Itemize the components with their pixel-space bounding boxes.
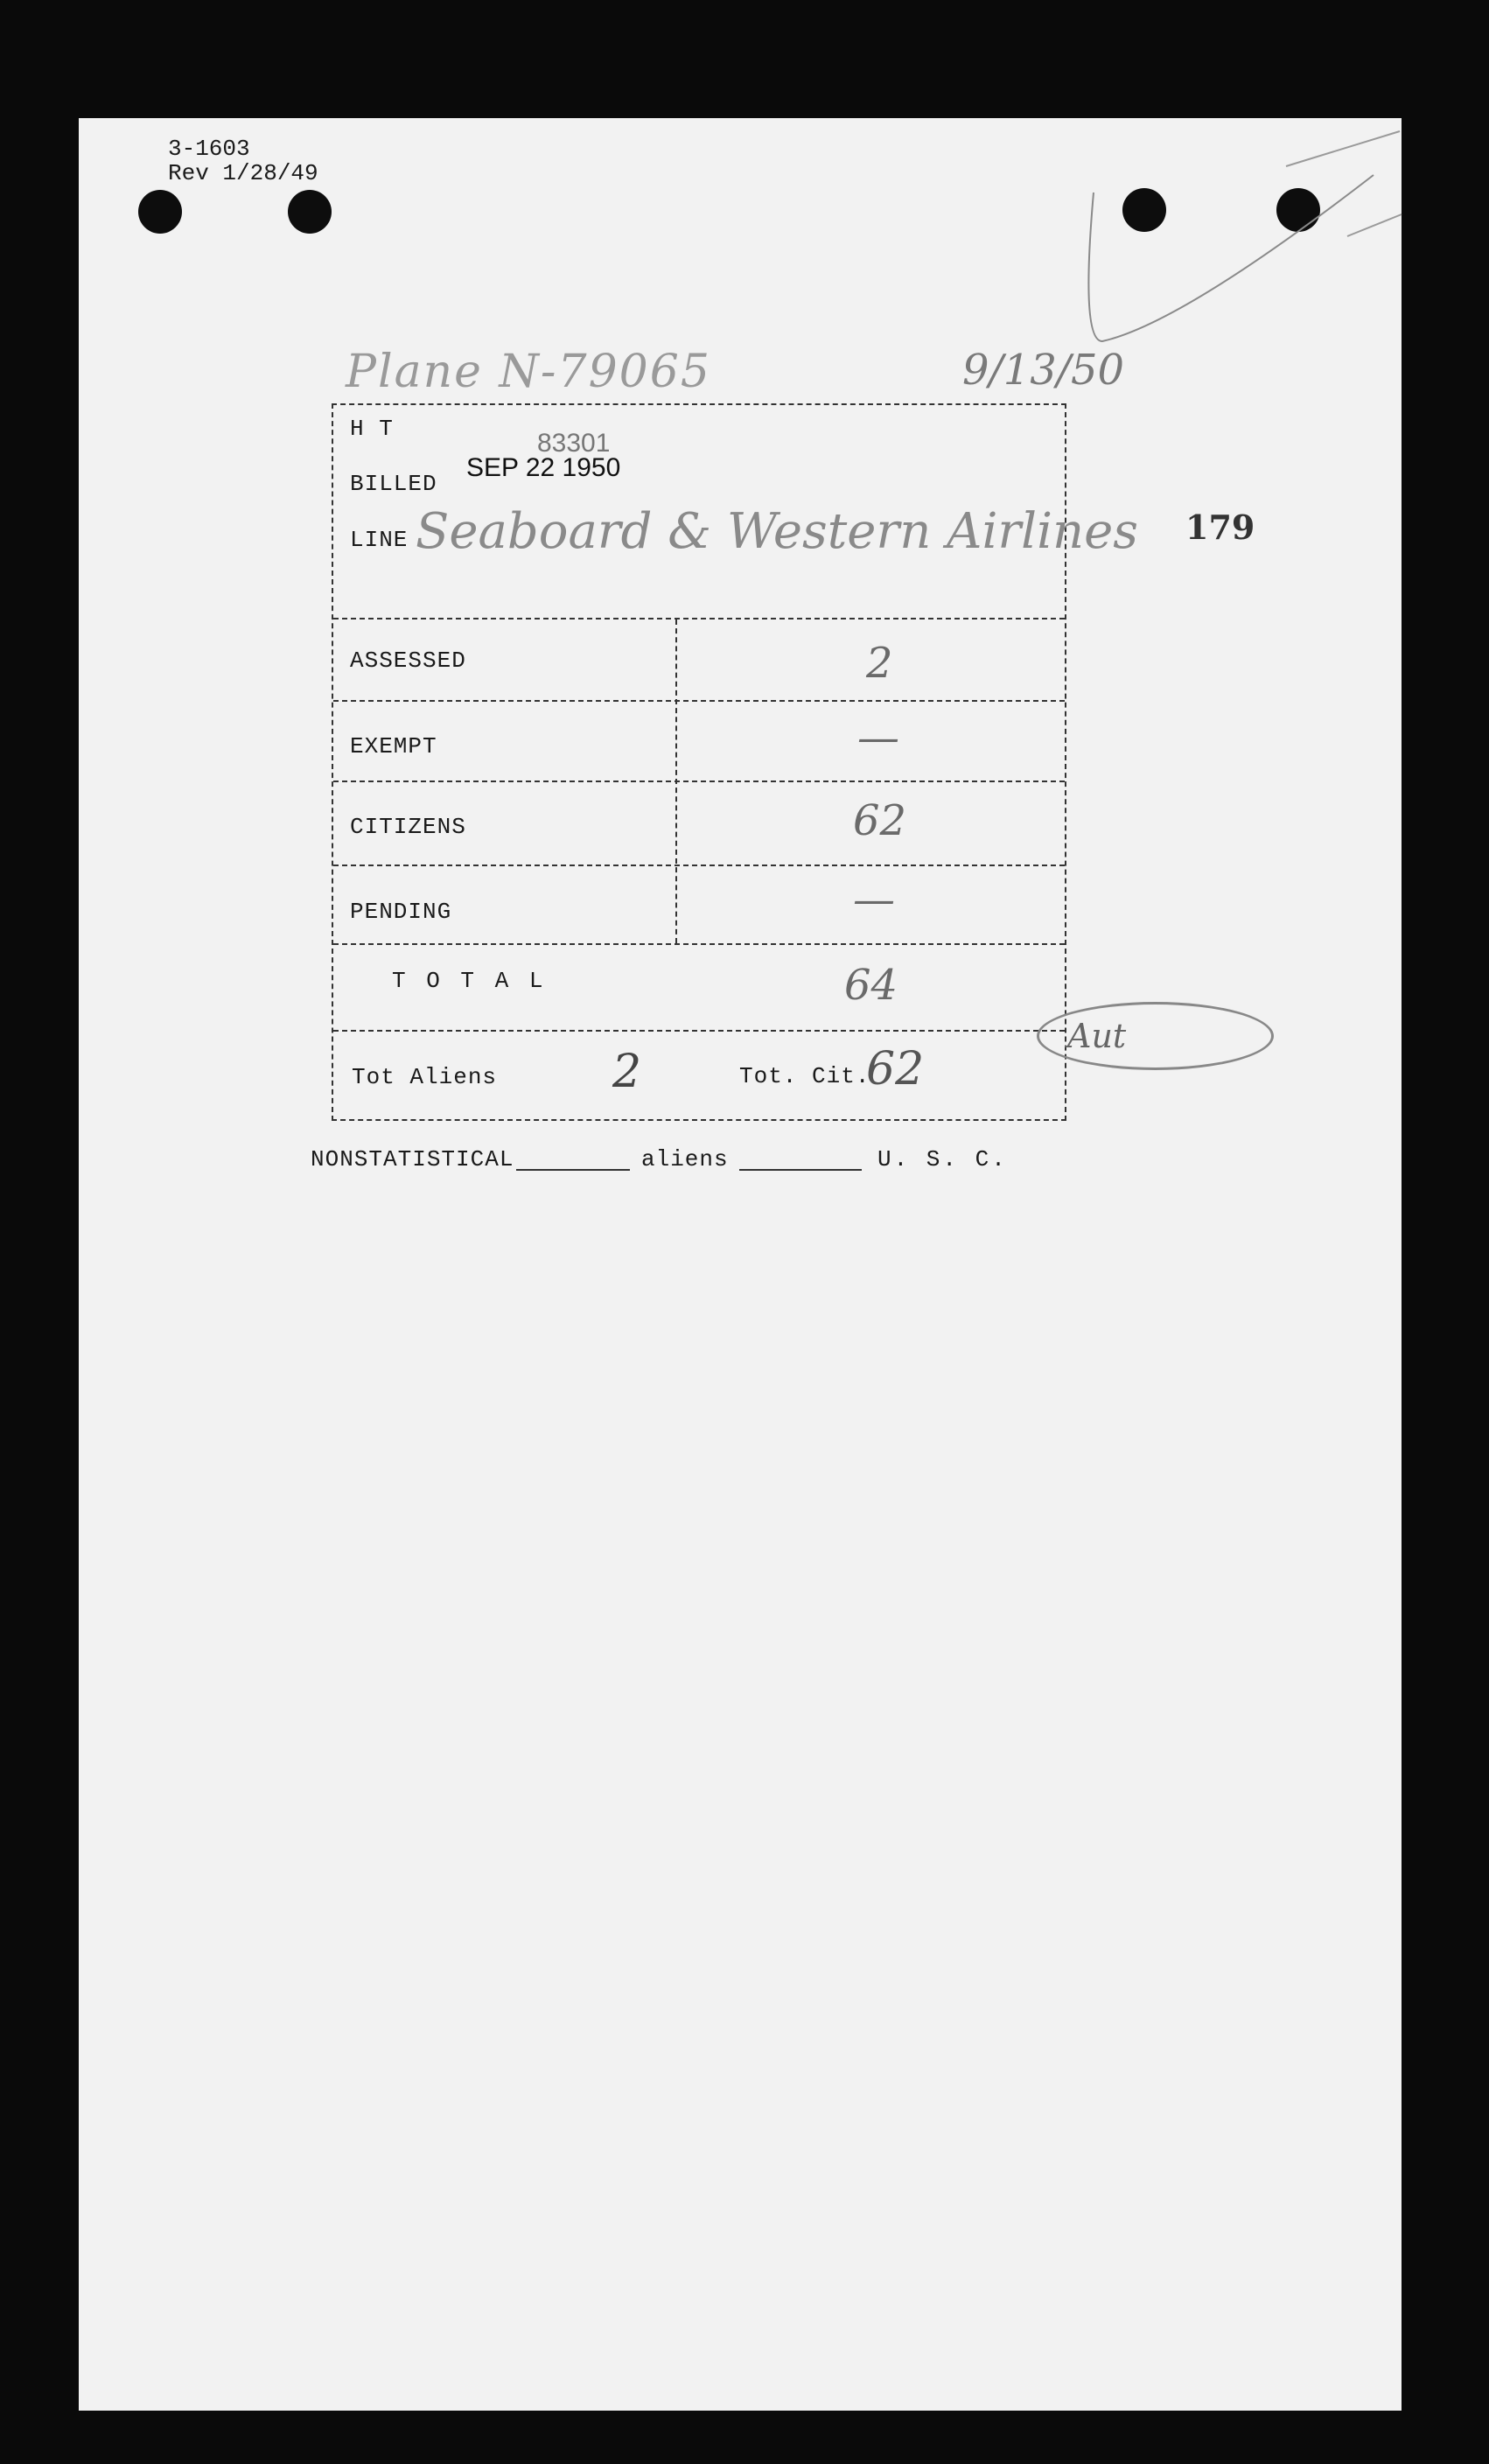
divider bbox=[333, 780, 1065, 782]
initials-handwritten: Aut bbox=[1067, 1017, 1127, 1055]
divider bbox=[333, 943, 1065, 945]
plane-number-handwritten: Plane N-79065 bbox=[346, 346, 711, 398]
exempt-label: EXEMPT bbox=[350, 733, 437, 760]
column-divider bbox=[675, 620, 677, 943]
citizens-label: CITIZENS bbox=[350, 814, 466, 840]
exempt-value: — bbox=[857, 713, 899, 762]
citizens-value: 62 bbox=[853, 796, 907, 845]
nonstatistical-aliens-label: aliens bbox=[641, 1146, 729, 1172]
aliens-blank bbox=[739, 1169, 862, 1171]
line-label: LINE bbox=[350, 527, 409, 553]
total-label: T O T A L bbox=[392, 968, 547, 994]
tot-aliens-label: Tot Aliens bbox=[352, 1064, 498, 1090]
pencil-check-mark bbox=[1076, 122, 1409, 359]
ht-label: H T bbox=[350, 416, 394, 442]
tot-cit-value: 62 bbox=[866, 1043, 925, 1096]
pending-value: — bbox=[853, 875, 895, 924]
pending-label: PENDING bbox=[350, 899, 452, 925]
nonstatistical-blank bbox=[516, 1169, 630, 1171]
divider bbox=[333, 1030, 1065, 1032]
punch-hole-2 bbox=[288, 190, 332, 234]
date-handwritten: 9/13/50 bbox=[962, 346, 1125, 395]
ht-number: 83301 bbox=[537, 429, 611, 458]
tot-cit-label: Tot. Cit. bbox=[739, 1063, 870, 1089]
billed-date-stamp: SEP 22 1950 bbox=[466, 453, 621, 482]
divider bbox=[333, 700, 1065, 702]
nonstatistical-label: NONSTATISTICAL bbox=[311, 1146, 514, 1172]
punch-hole-1 bbox=[138, 190, 182, 234]
billed-label: BILLED bbox=[350, 471, 437, 497]
assessed-label: ASSESSED bbox=[350, 648, 466, 674]
usc-label: U. S. C. bbox=[877, 1146, 1008, 1172]
tot-aliens-value: 2 bbox=[612, 1046, 642, 1098]
airline-name-handwritten: Seaboard & Western Airlines bbox=[416, 503, 1138, 560]
divider bbox=[333, 618, 1065, 620]
assessed-value: 2 bbox=[866, 639, 893, 688]
total-value: 64 bbox=[844, 961, 898, 1010]
form-number: 3-1603 bbox=[168, 136, 250, 162]
divider bbox=[333, 864, 1065, 866]
page-number: 179 bbox=[1185, 508, 1255, 547]
form-revision: Rev 1/28/49 bbox=[168, 160, 318, 186]
